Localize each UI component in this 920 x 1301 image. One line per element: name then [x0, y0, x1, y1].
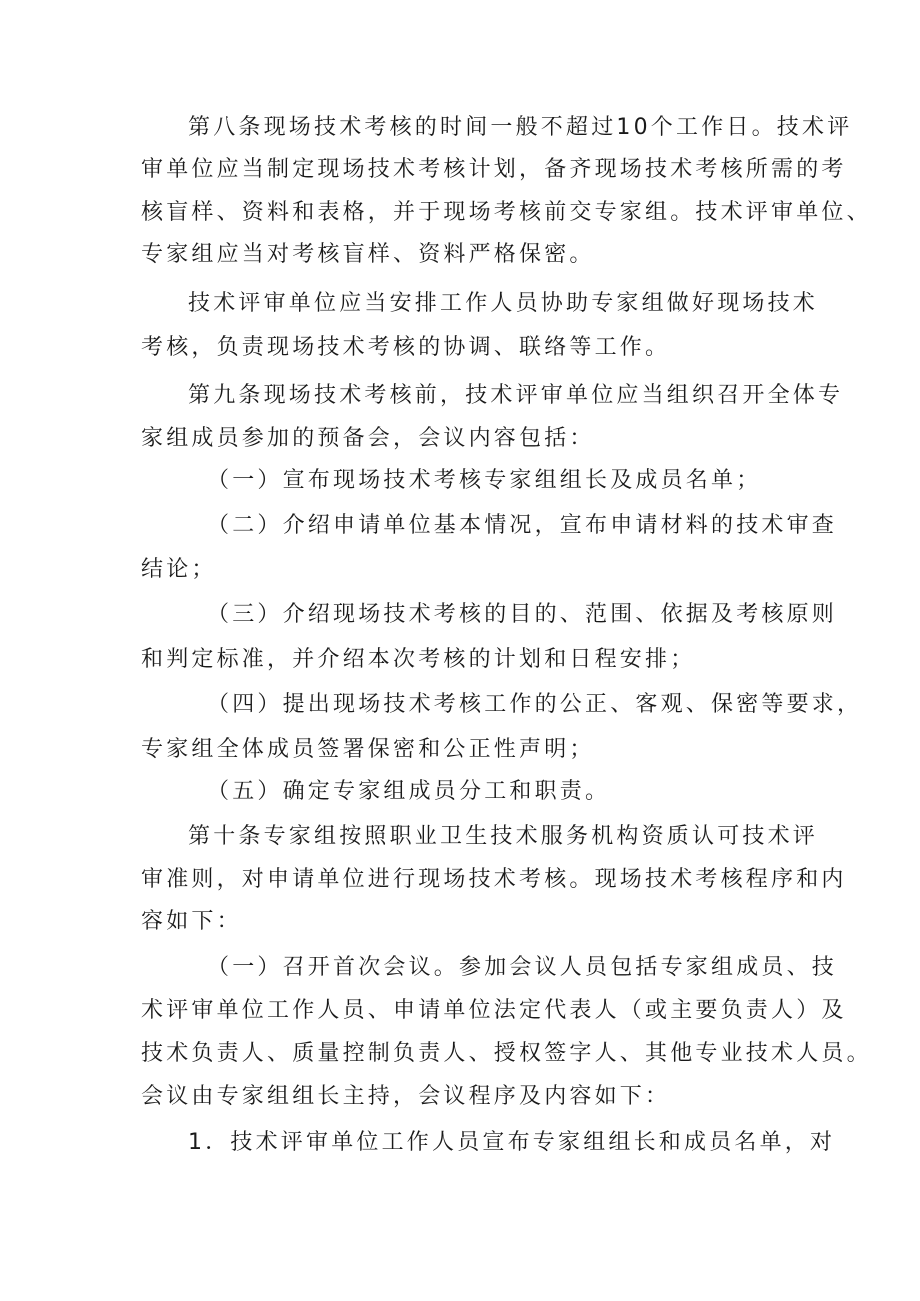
- text-line: （二）介绍申请单位基本情况，宣布申请材料的技术审查: [207, 513, 838, 538]
- text-line: 家组成员参加的预备会，会议内容包括：: [141, 426, 595, 451]
- text-line: 和判定标准，并介绍本次考核的计划和日程安排；: [141, 647, 696, 672]
- text-line: 审单位应当制定现场技术考核计划，备齐现场技术考核所需的考: [141, 157, 847, 182]
- text-line: 第九条现场技术考核前，技术评审单位应当组织召开全体专: [188, 383, 844, 408]
- text-line: 技术负责人、质量控制负责人、授权签字人、其他专业技术人员。: [141, 1041, 872, 1066]
- text-line: （一）宣布现场技术考核专家组组长及成员名单；: [207, 468, 762, 493]
- text-line: 第十条专家组按照职业卫生技术服务机构资质认可技术评: [188, 824, 819, 849]
- text-line: （一）召开首次会议。参加会议人员包括专家组成员、技: [207, 955, 838, 980]
- text-line: 核盲样、资料和表格，并于现场考核前交专家组。技术评审单位、: [141, 200, 872, 225]
- text-line: （四）提出现场技术考核工作的公正、客观、保密等要求，: [207, 692, 863, 717]
- text-line: 技术评审单位应当安排工作人员协助专家组做好现场技术: [188, 291, 819, 316]
- text-line: （五）确定专家组成员分工和职责。: [207, 779, 611, 804]
- text-line: 专家组全体成员签署保密和公正性声明；: [141, 737, 595, 762]
- text-line: 术评审单位工作人员、申请单位法定代表人（或主要负责人）及: [141, 998, 847, 1023]
- text-line: 审准则，对申请单位进行现场技术考核。现场技术考核程序和内: [141, 867, 847, 892]
- text-line: 第八条现场技术考核的时间一般不超过10个工作日。技术评: [188, 115, 853, 140]
- text-line: （三）介绍现场技术考核的目的、范围、依据及考核原则: [207, 602, 838, 627]
- text-line: 考核，负责现场技术考核的协调、联络等工作。: [141, 335, 671, 360]
- text-line: 1．技术评审单位工作人员宣布专家组组长和成员名单，对: [188, 1130, 836, 1155]
- text-line: 会议由专家组组长主持，会议程序及内容如下：: [141, 1084, 671, 1109]
- text-line: 结论；: [141, 557, 217, 582]
- text-line: 专家组应当对考核盲样、资料严格保密。: [141, 242, 595, 267]
- text-line: 容如下：: [141, 909, 242, 934]
